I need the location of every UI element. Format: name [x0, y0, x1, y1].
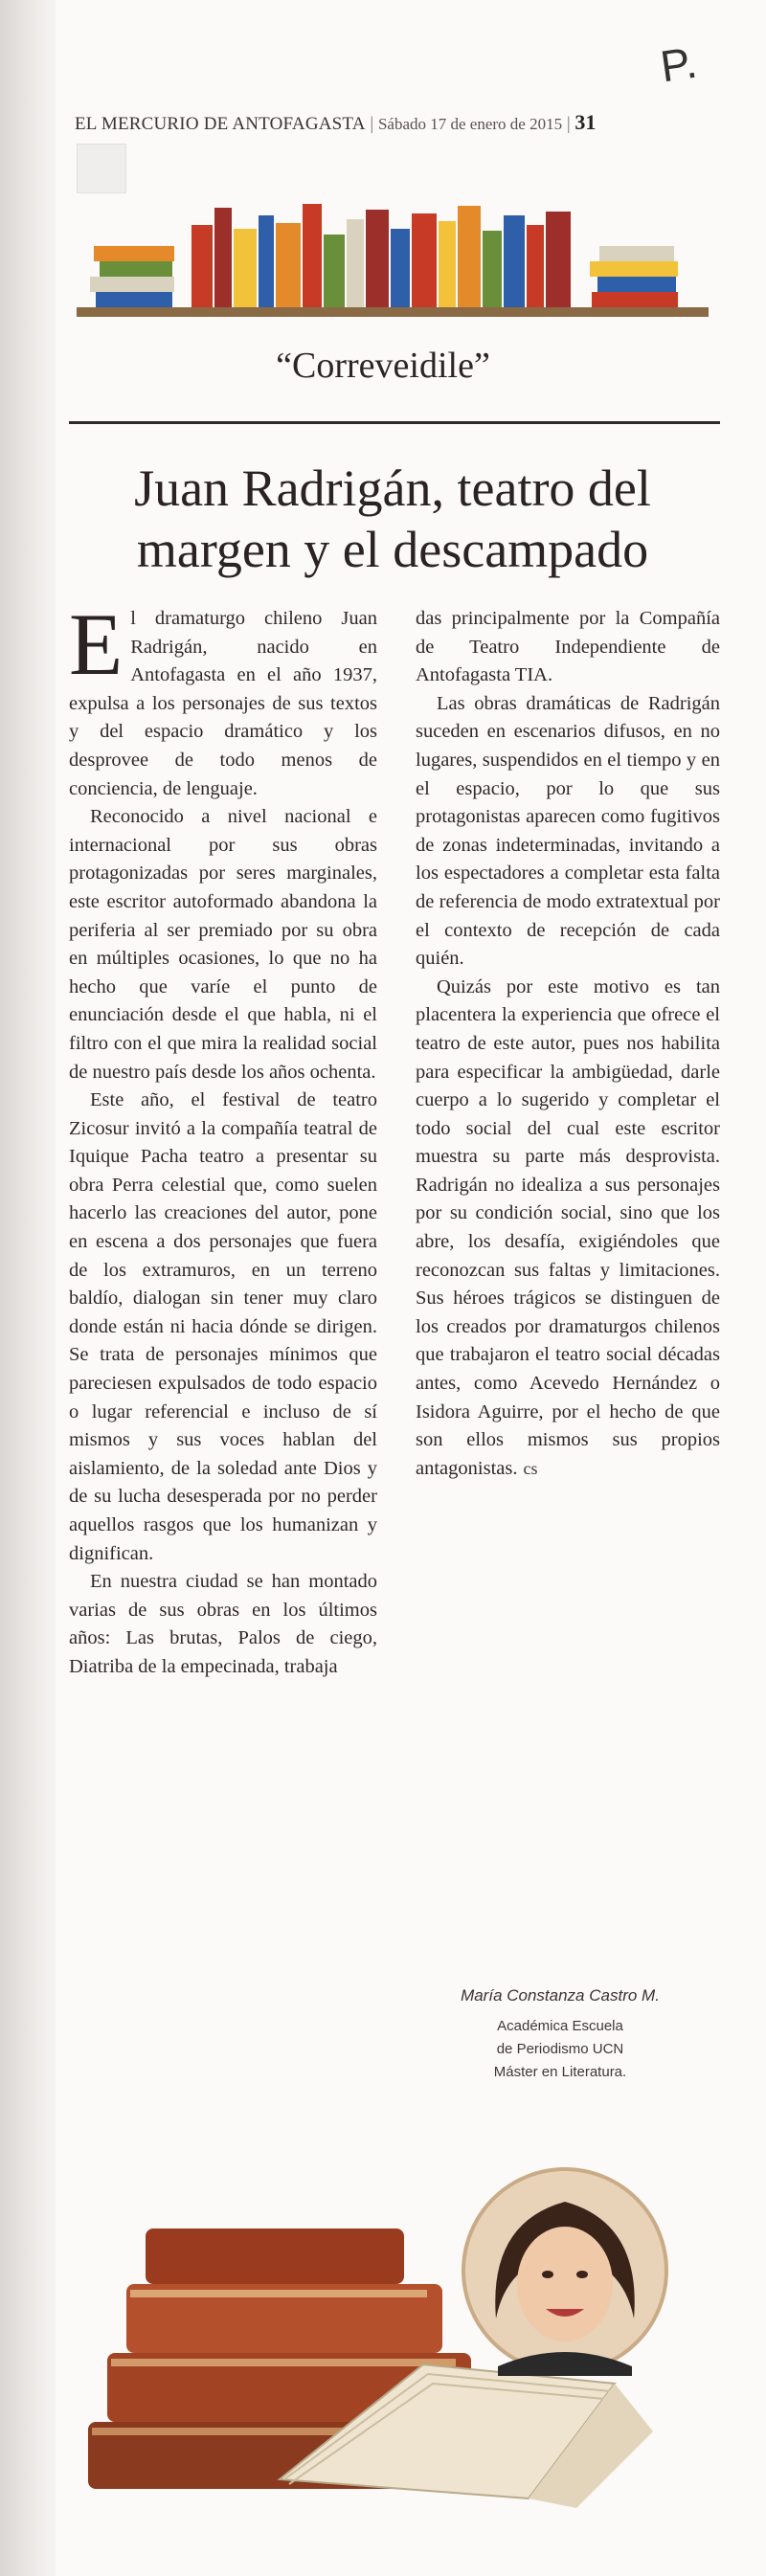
- author-title-2: de Periodismo UCN: [496, 2041, 624, 2057]
- publication-date: Sábado 17 de enero de 2015: [377, 115, 563, 133]
- column-title: “Correveidile”: [276, 346, 490, 386]
- paragraph-4: En nuestra ciudad se han montado varias de sus obras en los últimos años: Las brutas, Palos de ciego, Diatriba de la empecinada, trabaja: [69, 1571, 377, 1677]
- left-book-stack: [90, 246, 174, 307]
- author-portrait: [460, 2165, 670, 2376]
- handwritten-corner-mark: P.: [657, 36, 700, 92]
- section-rule: [69, 421, 720, 424]
- books-shelf-illustration: [77, 187, 709, 330]
- drop-cap: E: [69, 595, 124, 693]
- article-column-left: [69, 595, 377, 1682]
- paragraph-1: [69, 595, 377, 803]
- page-number: 31: [574, 110, 597, 134]
- end-mark: cs: [523, 1458, 538, 1478]
- masthead-separator: |: [370, 114, 374, 134]
- masthead-separator-2: |: [566, 114, 571, 134]
- upright-books: [192, 204, 571, 307]
- article-column-right: [416, 605, 720, 1483]
- paragraph-5: das principalmente por la Compañía de Teatro Independiente de Antofagasta TIA.: [416, 608, 720, 686]
- masthead: [75, 110, 680, 139]
- shelf-plank: [77, 307, 709, 317]
- paragraph-3: Este año, el festival de teatro Zicosur invitó a la compañía teatral de Iquique Pacha teatro a presentar su obra Perra celestial que, como suelen hacerlo las creaciones del autor, pone en escena a dos personajes que fuera de los extramuros, en un terreno baldío, dialogan sin tener muy claro donde están ni hacia dónde se dirigen. Se trata de personajes mínimos que pareciesen expulsados de todo espacio o lugar referencial e incluso de sí mismos y sus voces hablan del aislamiento, de la soledad ante Dios y de su lucha desesperada por no perder aquellos rasgos que los humanizan y dignifican.: [69, 1089, 377, 1564]
- author-signature: [421, 1986, 699, 2084]
- paragraph-6: Las obras dramáticas de Radrigán suceden en escenarios difusos, en no lugares, suspendidos en el tiempo y en el espacio, por lo que sus protagonistas aparecen como fugitivos de zonas indeterminadas, invitando a los espectadores a completar esta falta de referencia de modo extratextual por el contexto de recepción de cada quién.: [416, 692, 720, 970]
- author-name: María Constanza Castro M.: [461, 1986, 660, 2005]
- author-title-3: Máster en Literatura.: [493, 2064, 627, 2080]
- newspaper-name: EL MERCURIO DE ANTOFAGASTA: [75, 114, 366, 134]
- article-headline: Juan Radrigán, teatro del margen y el descampado: [134, 459, 651, 578]
- author-title-1: Académica Escuela: [497, 2018, 623, 2034]
- right-book-stack: [590, 246, 678, 307]
- paragraph-1-text: l dramaturgo chileno Juan Radrigán, nacido en Antofagasta en el año 1937, expulsa a los personajes de sus textos y del espacio dramático y los desprovee de todo menos de conciencia, de lenguaje.: [69, 608, 377, 799]
- paragraph-7-text: Quizás por este motivo es tan placentera la experiencia que ofrece el teatro de este autor, pues nos habilita para especificar la ambigüedad, darle cuerpo a lo sugerido y completar el todo social del cual este escritor muestra su parte más desprovista. Radrigán no idealiza a sus personajes por su condición social, sino que los abre, los desafía, exigiéndoles que reconozcan sus faltas y limitaciones. Sus héroes trágicos se distinguen de los creados por dramaturgos chilenos que trabajaron el teatro social décadas antes, como Acevedo Hernández o Isidora Aguirre, por el hecho de que son ellos mismos sus propios antagonistas.: [416, 975, 720, 1479]
- paragraph-7: [416, 974, 720, 1484]
- paragraph-2: Reconocido a nivel nacional e internacional por sus obras protagonizadas por seres marginales, este escritor autoformado abandona la periferia al ser premiado por su obra en múltiples ocasiones, lo que no ha hecho que varíe el punto de enunciación desde el que habla, ni el filtro con el que mira la realidad social de nuestro país desde los años ochenta.: [69, 806, 377, 1083]
- face: [517, 2227, 613, 2341]
